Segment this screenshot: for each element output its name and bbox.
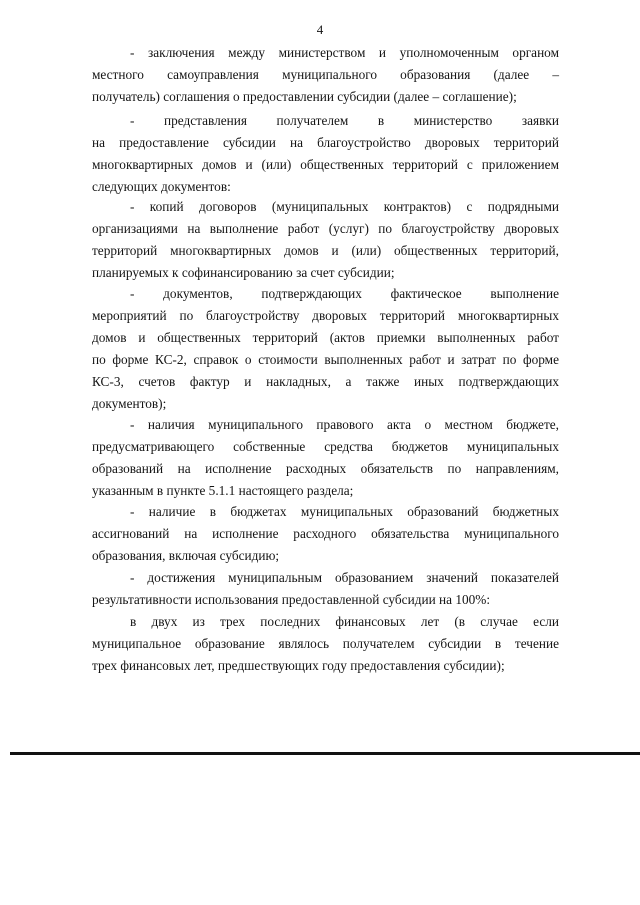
text-line: образований на исполнение расходных обязательств по направлениям, [92,461,559,476]
paragraph-legal-act [92,414,559,502]
text-line: - заключения между министерством и уполномоченным органом [130,45,559,60]
text-line: планируемых к софинансированию за счет субсидии; [92,265,395,280]
text-line: получатель) соглашения о предоставлении субсидии (далее – соглашение); [92,89,517,104]
text-line: домов и общественных территорий (актов приемки выполненных работ [92,330,559,345]
text-line: следующих документов: [92,179,231,194]
text-line: территорий многоквартирных домов и (или) общественных территорий, [92,243,559,258]
text-line: образования, включая субсидию; [92,548,280,563]
text-line: организациями на выполнение работ (услуг) по благоустройству дворовых [92,221,559,236]
text-line: документов); [92,396,167,411]
text-line: результативности использования предоставленной субсидии на 100%: [92,592,491,607]
text-line: - копий договоров (муниципальных контрактов) с подрядными [130,199,559,214]
paragraph-budget-allocations [92,501,559,567]
paragraph-documents [92,283,559,415]
text-line: по форме КС-2, справок о стоимости выполненных работ и затрат по форме [92,352,559,367]
paragraph-agreement [92,42,559,108]
text-line: - наличие в бюджетах муниципальных образований бюджетных [130,504,559,519]
paragraph-application [92,110,559,198]
text-line: на предоставление субсидии на благоустройство дворовых территорий [92,135,559,150]
paragraph-financial-years [92,611,559,677]
bottom-divider-line [10,752,640,755]
text-line: местного самоуправления муниципального образования (далее – [92,67,559,82]
text-line: мероприятий по благоустройству дворовых территорий многоквартирных [92,308,559,323]
paragraph-indicators [92,567,559,611]
text-line: - наличия муниципального правового акта о местном бюджете, [130,417,559,432]
page-number: 4 [316,22,324,37]
text-line: трех финансовых лет, предшествующих году предоставления субсидии); [92,658,505,673]
text-line: ассигнований на исполнение расходного обязательства муниципального [92,526,559,541]
text-line: - достижения муниципальным образованием значений показателей [130,570,559,585]
text-line: КС-3, счетов фактур и накладных, а также иных подтверждающих [92,374,559,389]
text-line: - представления получателем в министерство заявки [130,113,559,128]
text-line: предусматривающего собственные средства бюджетов муниципальных [92,439,559,454]
text-line: в двух из трех последних финансовых лет (в случае если [130,614,559,629]
text-line: - документов, подтверждающих фактическое выполнение [130,286,559,301]
text-line: указанным в пункте 5.1.1 настоящего раздела; [92,483,354,498]
text-line: многоквартирных домов и (или) общественных территорий с приложением [92,157,559,172]
text-line: муниципальное образование являлось получателем субсидии в течение [92,636,559,651]
paragraph-contracts [92,196,559,284]
